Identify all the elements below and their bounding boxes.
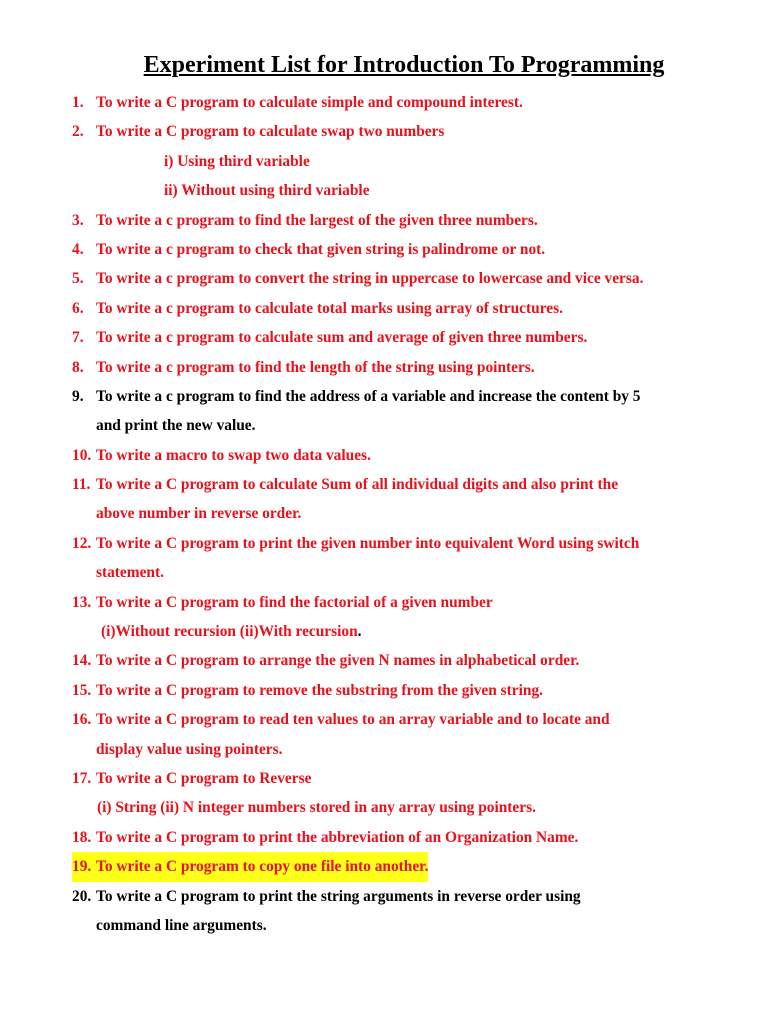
item-number: 4.	[72, 240, 84, 258]
list-item-2-sub-2	[0, 176, 768, 205]
item-text: To write a c program to convert the string in uppercase to lowercase and vice versa.	[96, 270, 644, 288]
item-text: To write a c program to find the length of the string using pointers.	[96, 358, 535, 376]
item-number: 11.	[72, 476, 91, 494]
item-text: To write a C program to print the string arguments in reverse order using	[96, 887, 581, 905]
list-item-9	[0, 382, 768, 411]
item-number: 13.	[72, 593, 92, 611]
item-number: 8.	[72, 358, 84, 376]
list-item-19-highlighted	[0, 852, 768, 881]
list-item-12	[0, 529, 768, 558]
sub-item-text	[101, 617, 362, 646]
item-text: To write a C program to calculate Sum of all individual digits and also print the	[96, 476, 619, 494]
item-text-continuation: command line arguments.	[96, 916, 267, 934]
list-item-13	[0, 588, 768, 617]
list-item-8	[0, 353, 768, 382]
item-number: 16.	[72, 711, 92, 729]
list-item-18	[0, 823, 768, 852]
sub-item-text: ii) Without using third variable	[164, 182, 370, 200]
item-number: 19.	[72, 852, 101, 881]
item-text-continuation: statement.	[96, 564, 164, 582]
list-item-3	[0, 206, 768, 235]
item-text: To write a c program to find the address of a variable and increase the content by 5	[96, 387, 641, 405]
item-text: To write a c program to calculate sum and average of given three numbers.	[96, 329, 588, 347]
item-text: To write a c program to calculate total marks using array of structures.	[96, 299, 563, 317]
sub-item-main: (i)Without recursion (ii)With recursion	[101, 623, 358, 641]
item-text: To write a C program to Reverse	[96, 769, 312, 787]
item-number: 15.	[72, 681, 92, 699]
item-number: 1.	[72, 94, 84, 111]
item-text: To write a macro to swap two data values.	[96, 446, 371, 464]
list-item-4	[0, 235, 768, 264]
item-number: 9.	[72, 387, 84, 405]
item-text: To write a C program to copy one file into another.	[96, 852, 428, 881]
list-item-11	[0, 470, 768, 499]
list-item-16-cont	[0, 735, 768, 764]
item-text: To write a C program to find the factorial of a given number	[96, 593, 493, 611]
item-text: To write a C program to read ten values to an array variable and to locate and	[96, 711, 610, 729]
item-number: 17.	[72, 769, 92, 787]
list-item-20	[0, 882, 768, 911]
item-number: 10.	[72, 446, 92, 464]
item-text: To write a C program to calculate swap two numbers	[96, 123, 445, 141]
item-text: To write a C program to print the given number into equivalent Word using switch	[96, 534, 640, 552]
list-item-1	[0, 88, 768, 117]
item-text: To write a C program to print the abbreviation of an Organization Name.	[96, 828, 579, 846]
list-item-17-sub	[0, 793, 768, 822]
item-number: 3.	[72, 211, 84, 229]
list-item-15	[0, 676, 768, 705]
item-text: To write a c program to find the largest of the given three numbers.	[96, 211, 538, 229]
list-item-9-cont	[0, 411, 768, 440]
item-text: To write a c program to check that given string is palindrome or not.	[96, 240, 546, 258]
item-text: To write a C program to arrange the given N names in alphabetical order.	[96, 652, 580, 670]
list-item-5	[0, 264, 768, 293]
sub-item-text: (i) String (ii) N integer numbers stored in any array using pointers.	[97, 799, 536, 817]
item-number: 5.	[72, 270, 84, 288]
sub-item-text: i) Using third variable	[164, 152, 310, 170]
item-text: To write a C program to calculate simple and compound interest.	[96, 94, 523, 111]
list-item-6	[0, 294, 768, 323]
item-text-continuation: display value using pointers.	[96, 740, 283, 758]
list-item-13-sub	[0, 617, 768, 646]
item-number: 7.	[72, 329, 84, 347]
item-number: 20.	[72, 887, 92, 905]
page-title: Experiment List for Introduction To Programming	[143, 52, 665, 78]
list-item-2	[0, 117, 768, 146]
list-item-20-cont	[0, 911, 768, 940]
item-number: 18.	[72, 828, 92, 846]
item-number: 6.	[72, 299, 84, 317]
item-number: 2.	[72, 123, 84, 141]
experiment-list	[0, 88, 768, 940]
list-item-7	[0, 323, 768, 352]
item-text-continuation: above number in reverse order.	[96, 505, 302, 523]
list-item-12-cont	[0, 558, 768, 587]
list-item-10	[0, 441, 768, 470]
list-item-17	[0, 764, 768, 793]
list-item-11-cont	[0, 499, 768, 528]
item-number: 12.	[72, 534, 92, 552]
list-item-2-sub-1	[0, 147, 768, 176]
sub-item-period: .	[357, 623, 362, 641]
item-text-continuation: and print the new value.	[96, 417, 256, 435]
list-item-14	[0, 646, 768, 675]
item-number: 14.	[72, 652, 92, 670]
item-text: To write a C program to remove the substring from the given string.	[96, 681, 543, 699]
list-item-16	[0, 705, 768, 734]
